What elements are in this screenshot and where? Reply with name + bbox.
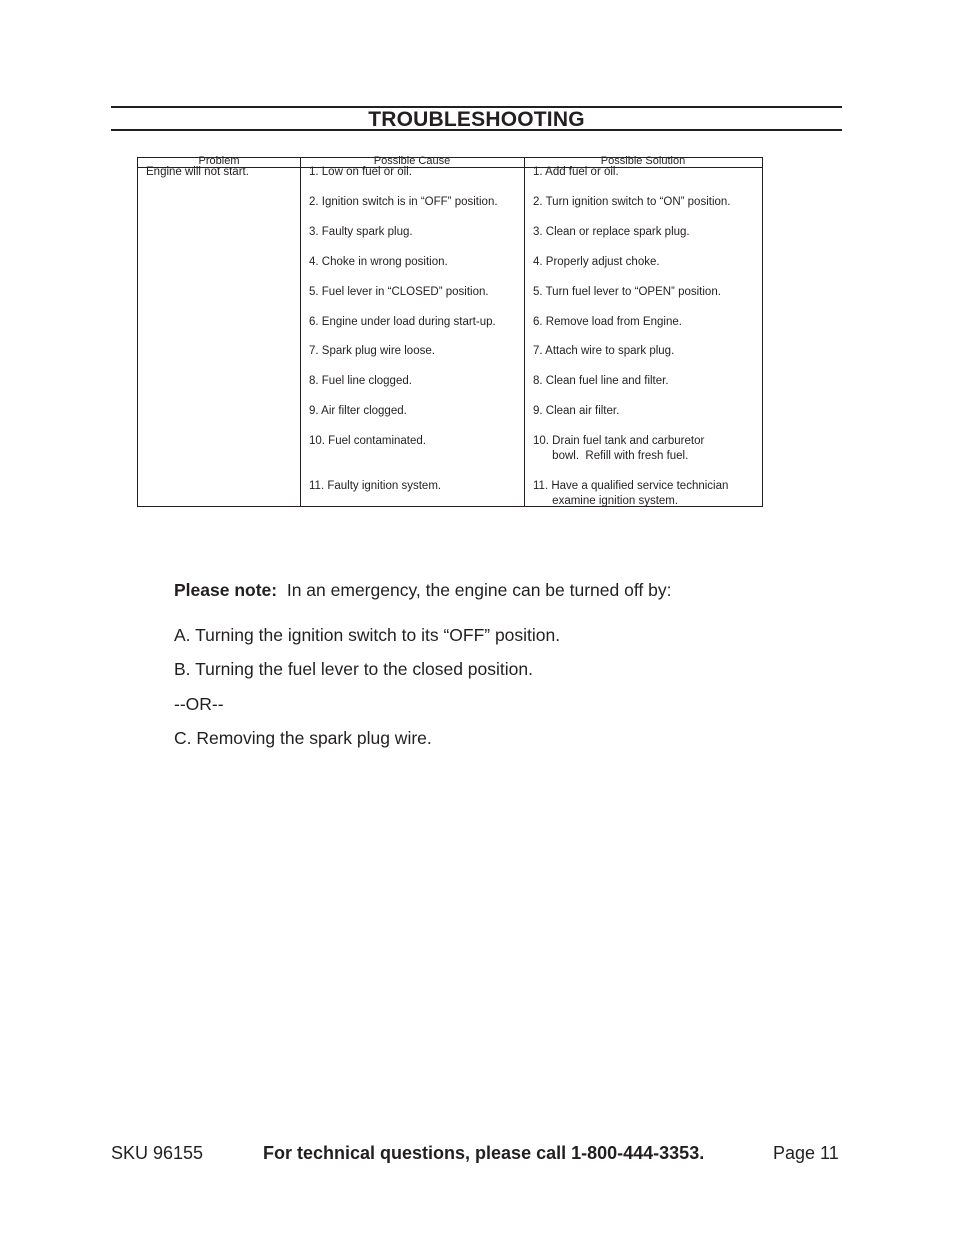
cause-cell: 4. Choke in wrong position. <box>309 256 448 268</box>
header-solution: Possible Solution <box>600 155 686 167</box>
footer-contact: For technical questions, please call 1-800-444-3353. <box>263 1143 705 1163</box>
problem-cell: Engine will not start. <box>146 166 249 178</box>
solution-cell: 8. Clean fuel line and filter. <box>533 375 669 387</box>
solution-cell: 4. Properly adjust choke. <box>533 256 660 268</box>
cause-cell: 7. Spark plug wire loose. <box>309 345 435 357</box>
cause-cell: 2. Ignition switch is in “OFF” position. <box>309 196 498 208</box>
header-problem: Problem <box>198 155 240 167</box>
cause-cell: 11. Faulty ignition system. <box>309 480 442 492</box>
note-label: Please note: <box>174 580 278 600</box>
solution-cell: 1. Add fuel or oil. <box>533 166 619 178</box>
footer-sku: SKU 96155 <box>111 1143 204 1163</box>
solution-cell: 10. Drain fuel tank and carburetor bowl. Refill with fresh fuel. <box>533 435 705 462</box>
solution-cell: 6. Remove load from Engine. <box>533 316 682 328</box>
cause-cell: 5. Fuel lever in “CLOSED” position. <box>309 286 489 298</box>
troubleshooting-table <box>137 157 763 507</box>
note-item: A. Turning the ignition switch to its “OFF” position. <box>174 625 561 645</box>
solution-cell: 9. Clean air filter. <box>533 405 620 417</box>
solution-cell: 5. Turn fuel lever to “OPEN” position. <box>533 286 721 298</box>
note-item: --OR-- <box>174 694 224 714</box>
solution-cell: 11. Have a qualified service technician examine ignition system. <box>533 480 729 507</box>
note-intro <box>174 580 671 601</box>
cause-cell: 6. Engine under load during start-up. <box>309 316 496 328</box>
cause-cell: 1. Low on fuel or oil. <box>309 166 412 178</box>
solution-cell: 2. Turn ignition switch to “ON” position. <box>533 196 731 208</box>
solution-cell: 7. Attach wire to spark plug. <box>533 345 675 357</box>
column-divider-2 <box>524 158 525 506</box>
solution-cell: 3. Clean or replace spark plug. <box>533 226 690 238</box>
note-item: B. Turning the fuel lever to the closed position. <box>174 659 533 679</box>
cause-cell: 3. Faulty spark plug. <box>309 226 413 238</box>
column-divider-1 <box>300 158 301 506</box>
note-item: C. Removing the spark plug wire. <box>174 728 432 748</box>
footer-page-number: Page 11 <box>773 1143 839 1163</box>
cause-cell: 9. Air filter clogged. <box>309 405 407 417</box>
page-title: TROUBLESHOOTING <box>368 108 585 131</box>
title-rule-bottom <box>111 129 842 131</box>
header-cause: Possible Cause <box>373 155 451 167</box>
cause-cell: 8. Fuel line clogged. <box>309 375 412 387</box>
note-text: In an emergency, the engine can be turned off by: <box>286 580 672 600</box>
cause-cell: 10. Fuel contaminated. <box>309 435 426 447</box>
